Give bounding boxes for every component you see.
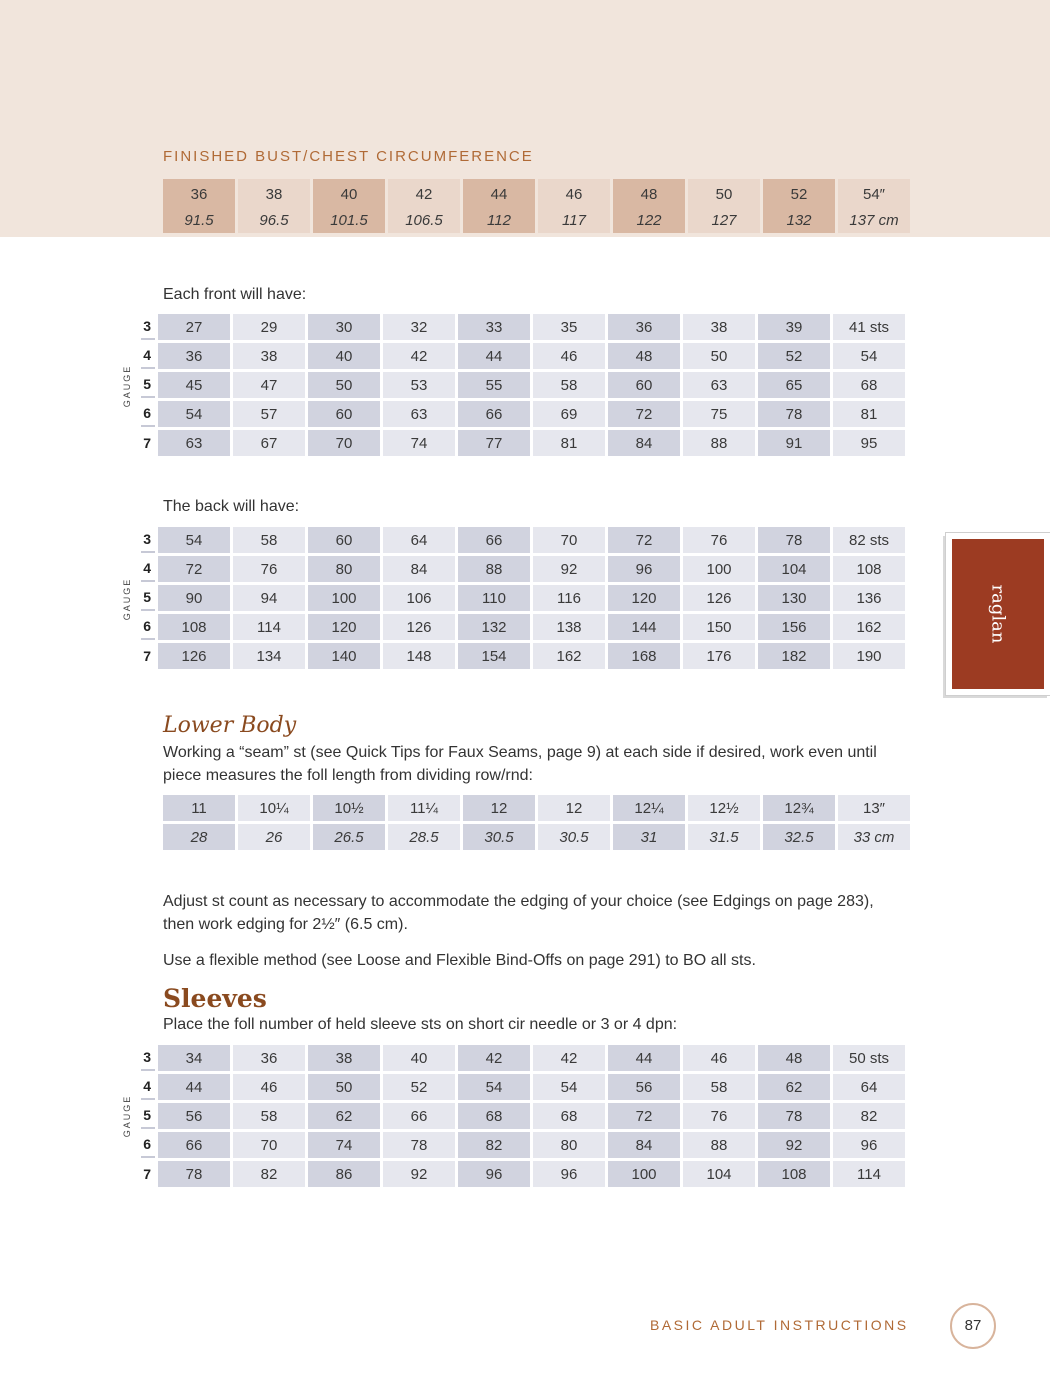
stitch-count-cell: 90 <box>158 585 230 611</box>
stitch-count-cell: 44 <box>608 1045 680 1071</box>
stitch-count-cell: 42 <box>533 1045 605 1071</box>
length-inch-cell: 11¼ <box>388 795 460 821</box>
table-row <box>141 614 905 640</box>
stitch-count-cell: 66 <box>458 527 530 553</box>
stitch-count-cell: 80 <box>533 1132 605 1158</box>
bust-size-table <box>160 179 913 233</box>
bust-inch-cell: 42 <box>388 179 460 207</box>
bust-inches-row <box>163 179 910 207</box>
bust-cm-cell: 91.5 <box>163 207 235 233</box>
stitch-count-cell: 48 <box>608 343 680 369</box>
stitch-count-cell: 84 <box>608 430 680 456</box>
stitch-count-cell: 95 <box>833 430 905 456</box>
stitch-count-cell: 27 <box>158 314 230 340</box>
table-row <box>141 430 905 456</box>
length-cm-cell: 31.5 <box>688 824 760 850</box>
stitch-count-cell: 144 <box>608 614 680 640</box>
stitch-count-cell: 62 <box>308 1103 380 1129</box>
stitch-count-cell: 63 <box>683 372 755 398</box>
stitch-count-cell: 156 <box>758 614 830 640</box>
stitch-count-cell: 69 <box>533 401 605 427</box>
back-gauge-label: GAUGE <box>122 577 132 621</box>
stitch-count-cell: 114 <box>233 614 305 640</box>
length-cm-cell: 28.5 <box>388 824 460 850</box>
stitch-count-cell: 42 <box>458 1045 530 1071</box>
stitch-count-cell: 92 <box>533 556 605 582</box>
length-inch-cell: 12¼ <box>613 795 685 821</box>
gauge-row-label: 3 <box>141 314 155 340</box>
gauge-row-label: 6 <box>141 1132 155 1158</box>
bust-cm-row <box>163 207 910 233</box>
stitch-count-cell: 54 <box>458 1074 530 1100</box>
length-cm-cell: 30.5 <box>463 824 535 850</box>
gauge-row-label: 6 <box>141 614 155 640</box>
stitch-count-cell: 66 <box>158 1132 230 1158</box>
bust-inch-cell: 54″ <box>838 179 910 207</box>
table-row <box>141 643 905 669</box>
table-row <box>141 372 905 398</box>
length-inch-cell: 12¾ <box>763 795 835 821</box>
stitch-count-cell: 108 <box>833 556 905 582</box>
stitch-count-cell: 68 <box>458 1103 530 1129</box>
section-title: FINISHED BUST/CHEST CIRCUMFERENCE <box>163 148 534 165</box>
length-cm-cell: 32.5 <box>763 824 835 850</box>
gauge-row-label: 3 <box>141 1045 155 1071</box>
length-cm-cell: 31 <box>613 824 685 850</box>
stitch-count-cell: 176 <box>683 643 755 669</box>
stitch-count-cell: 63 <box>158 430 230 456</box>
stitch-count-cell: 50 sts <box>833 1045 905 1071</box>
gauge-row-label: 6 <box>141 401 155 427</box>
stitch-count-cell: 140 <box>308 643 380 669</box>
stitch-count-cell: 56 <box>158 1103 230 1129</box>
stitch-count-cell: 100 <box>608 1161 680 1187</box>
stitch-count-cell: 134 <box>233 643 305 669</box>
length-cm-cell: 26 <box>238 824 310 850</box>
length-inch-cell: 12 <box>463 795 535 821</box>
stitch-count-cell: 36 <box>158 343 230 369</box>
stitch-count-cell: 38 <box>233 343 305 369</box>
stitch-count-cell: 78 <box>158 1161 230 1187</box>
stitch-count-cell: 34 <box>158 1045 230 1071</box>
length-inch-cell: 10¼ <box>238 795 310 821</box>
stitch-count-cell: 82 <box>458 1132 530 1158</box>
stitch-count-cell: 150 <box>683 614 755 640</box>
bindoff-text: Use a flexible method (see Loose and Flexible Bind-Offs on page 291) to BO all sts. <box>163 952 756 969</box>
stitch-count-cell: 76 <box>683 527 755 553</box>
stitch-count-cell: 46 <box>233 1074 305 1100</box>
stitch-count-cell: 76 <box>233 556 305 582</box>
stitch-count-cell: 52 <box>383 1074 455 1100</box>
stitch-count-cell: 62 <box>758 1074 830 1100</box>
stitch-count-cell: 77 <box>458 430 530 456</box>
stitch-count-cell: 33 <box>458 314 530 340</box>
stitch-count-cell: 58 <box>233 527 305 553</box>
bust-cm-cell: 101.5 <box>313 207 385 233</box>
bust-cm-cell: 96.5 <box>238 207 310 233</box>
stitch-count-cell: 78 <box>758 1103 830 1129</box>
bust-cm-cell: 112 <box>463 207 535 233</box>
lower-body-length-table <box>160 792 913 853</box>
stitch-count-cell: 44 <box>158 1074 230 1100</box>
bust-inch-cell: 36 <box>163 179 235 207</box>
stitch-count-cell: 48 <box>758 1045 830 1071</box>
stitch-count-cell: 110 <box>458 585 530 611</box>
stitch-count-cell: 126 <box>158 643 230 669</box>
table-row <box>141 401 905 427</box>
stitch-count-cell: 60 <box>308 401 380 427</box>
stitch-count-cell: 40 <box>308 343 380 369</box>
stitch-count-cell: 130 <box>758 585 830 611</box>
stitch-count-cell: 74 <box>308 1132 380 1158</box>
stitch-count-cell: 138 <box>533 614 605 640</box>
table-row <box>141 1103 905 1129</box>
stitch-count-cell: 42 <box>383 343 455 369</box>
stitch-count-cell: 36 <box>233 1045 305 1071</box>
stitch-count-cell: 96 <box>458 1161 530 1187</box>
stitch-count-cell: 78 <box>383 1132 455 1158</box>
stitch-count-cell: 96 <box>608 556 680 582</box>
stitch-count-cell: 91 <box>758 430 830 456</box>
stitch-count-cell: 40 <box>383 1045 455 1071</box>
stitch-count-cell: 58 <box>233 1103 305 1129</box>
sleeves-intro: Place the foll number of held sleeve sts on short cir needle or 3 or 4 dpn: <box>163 1016 678 1033</box>
stitch-count-cell: 136 <box>833 585 905 611</box>
stitch-count-cell: 66 <box>458 401 530 427</box>
stitch-count-cell: 88 <box>683 1132 755 1158</box>
length-cm-cell: 30.5 <box>538 824 610 850</box>
bust-cm-cell: 127 <box>688 207 760 233</box>
length-inch-cell: 12½ <box>688 795 760 821</box>
stitch-count-cell: 72 <box>608 1103 680 1129</box>
stitch-count-cell: 54 <box>158 527 230 553</box>
stitch-count-cell: 68 <box>533 1103 605 1129</box>
stitch-count-cell: 154 <box>458 643 530 669</box>
stitch-count-cell: 52 <box>758 343 830 369</box>
table-row <box>141 1045 905 1071</box>
bust-cm-cell: 137 cm <box>838 207 910 233</box>
stitch-count-cell: 74 <box>383 430 455 456</box>
front-stitch-table <box>138 311 908 459</box>
stitch-count-cell: 50 <box>308 1074 380 1100</box>
stitch-count-cell: 46 <box>533 343 605 369</box>
stitch-count-cell: 54 <box>833 343 905 369</box>
sleeves-stitch-table <box>138 1042 908 1190</box>
bust-inch-cell: 38 <box>238 179 310 207</box>
stitch-count-cell: 108 <box>758 1161 830 1187</box>
stitch-count-cell: 75 <box>683 401 755 427</box>
stitch-count-cell: 78 <box>758 527 830 553</box>
stitch-count-cell: 45 <box>158 372 230 398</box>
page-number: 87 <box>950 1303 996 1349</box>
bust-cm-cell: 132 <box>763 207 835 233</box>
stitch-count-cell: 53 <box>383 372 455 398</box>
stitch-count-cell: 108 <box>158 614 230 640</box>
back-intro: The back will have: <box>163 498 300 515</box>
stitch-count-cell: 39 <box>758 314 830 340</box>
bust-cm-cell: 122 <box>613 207 685 233</box>
stitch-count-cell: 162 <box>833 614 905 640</box>
stitch-count-cell: 67 <box>233 430 305 456</box>
gauge-row-label: 4 <box>141 556 155 582</box>
length-cm-cell: 28 <box>163 824 235 850</box>
lower-body-text: Working a “seam” st (see Quick Tips for Faux Seams, page 9) at each side if desired, work even until piece measures the foll length from dividing row/rnd: <box>163 744 877 784</box>
stitch-count-cell: 54 <box>158 401 230 427</box>
gauge-row-label: 3 <box>141 527 155 553</box>
stitch-count-cell: 96 <box>833 1132 905 1158</box>
stitch-count-cell: 44 <box>458 343 530 369</box>
stitch-count-cell: 32 <box>383 314 455 340</box>
stitch-count-cell: 54 <box>533 1074 605 1100</box>
stitch-count-cell: 82 <box>833 1103 905 1129</box>
stitch-count-cell: 162 <box>533 643 605 669</box>
length-cm-cell: 26.5 <box>313 824 385 850</box>
stitch-count-cell: 38 <box>308 1045 380 1071</box>
stitch-count-cell: 60 <box>608 372 680 398</box>
stitch-count-cell: 65 <box>758 372 830 398</box>
back-stitch-table <box>138 524 908 672</box>
table-row <box>141 1132 905 1158</box>
stitch-count-cell: 82 sts <box>833 527 905 553</box>
bust-inch-cell: 40 <box>313 179 385 207</box>
stitch-count-cell: 82 <box>233 1161 305 1187</box>
stitch-count-cell: 76 <box>683 1103 755 1129</box>
bust-inch-cell: 44 <box>463 179 535 207</box>
stitch-count-cell: 81 <box>833 401 905 427</box>
bust-inch-cell: 46 <box>538 179 610 207</box>
stitch-count-cell: 50 <box>683 343 755 369</box>
gauge-row-label: 7 <box>143 648 151 664</box>
front-gauge-label: GAUGE <box>122 364 132 408</box>
stitch-count-cell: 72 <box>608 527 680 553</box>
stitch-count-cell: 132 <box>458 614 530 640</box>
table-row <box>141 1074 905 1100</box>
stitch-count-cell: 72 <box>158 556 230 582</box>
sleeves-title: Sleeves <box>163 984 267 1013</box>
stitch-count-cell: 88 <box>683 430 755 456</box>
stitch-count-cell: 148 <box>383 643 455 669</box>
stitch-count-cell: 70 <box>233 1132 305 1158</box>
stitch-count-cell: 46 <box>683 1045 755 1071</box>
stitch-count-cell: 100 <box>308 585 380 611</box>
footer-running-title: BASIC ADULT INSTRUCTIONS <box>650 1317 909 1333</box>
length-cm-cell: 33 cm <box>838 824 910 850</box>
stitch-count-cell: 190 <box>833 643 905 669</box>
stitch-count-cell: 70 <box>308 430 380 456</box>
lower-body-title: Lower Body <box>163 713 297 738</box>
chapter-tab <box>946 533 1050 695</box>
stitch-count-cell: 96 <box>533 1161 605 1187</box>
bust-inch-cell: 48 <box>613 179 685 207</box>
gauge-row-label: 4 <box>141 1074 155 1100</box>
chapter-tab-label: raglan <box>987 584 1009 644</box>
stitch-count-cell: 63 <box>383 401 455 427</box>
gauge-row-label: 7 <box>143 435 151 451</box>
length-inch-cell: 12 <box>538 795 610 821</box>
table-row <box>141 343 905 369</box>
gauge-row-label: 5 <box>141 585 155 611</box>
front-intro: Each front will have: <box>163 286 307 303</box>
table-row <box>141 527 905 553</box>
stitch-count-cell: 64 <box>383 527 455 553</box>
stitch-count-cell: 88 <box>458 556 530 582</box>
stitch-count-cell: 47 <box>233 372 305 398</box>
length-inch-cell: 11 <box>163 795 235 821</box>
length-inch-cell: 13″ <box>838 795 910 821</box>
stitch-count-cell: 78 <box>758 401 830 427</box>
length-inches-row <box>163 795 910 821</box>
stitch-count-cell: 84 <box>383 556 455 582</box>
stitch-count-cell: 41 sts <box>833 314 905 340</box>
stitch-count-cell: 100 <box>683 556 755 582</box>
stitch-count-cell: 126 <box>683 585 755 611</box>
edging-text: Adjust st count as necessary to accommodate the edging of your choice (see Edgings on page 283), then work edging for 2½″ (6.5 cm). <box>163 893 874 933</box>
stitch-count-cell: 57 <box>233 401 305 427</box>
stitch-count-cell: 81 <box>533 430 605 456</box>
gauge-row-label: 4 <box>141 343 155 369</box>
stitch-count-cell: 58 <box>533 372 605 398</box>
table-row <box>141 585 905 611</box>
stitch-count-cell: 168 <box>608 643 680 669</box>
stitch-count-cell: 70 <box>533 527 605 553</box>
gauge-row-label: 7 <box>143 1166 151 1182</box>
stitch-count-cell: 104 <box>758 556 830 582</box>
stitch-count-cell: 38 <box>683 314 755 340</box>
stitch-count-cell: 92 <box>758 1132 830 1158</box>
stitch-count-cell: 182 <box>758 643 830 669</box>
stitch-count-cell: 36 <box>608 314 680 340</box>
stitch-count-cell: 106 <box>383 585 455 611</box>
stitch-count-cell: 120 <box>308 614 380 640</box>
stitch-count-cell: 60 <box>308 527 380 553</box>
stitch-count-cell: 64 <box>833 1074 905 1100</box>
stitch-count-cell: 104 <box>683 1161 755 1187</box>
stitch-count-cell: 55 <box>458 372 530 398</box>
stitch-count-cell: 92 <box>383 1161 455 1187</box>
table-row <box>141 556 905 582</box>
bust-cm-cell: 117 <box>538 207 610 233</box>
bust-inch-cell: 52 <box>763 179 835 207</box>
stitch-count-cell: 86 <box>308 1161 380 1187</box>
gauge-row-label: 5 <box>141 372 155 398</box>
stitch-count-cell: 126 <box>383 614 455 640</box>
bust-inch-cell: 50 <box>688 179 760 207</box>
table-row <box>141 314 905 340</box>
stitch-count-cell: 84 <box>608 1132 680 1158</box>
stitch-count-cell: 116 <box>533 585 605 611</box>
stitch-count-cell: 94 <box>233 585 305 611</box>
stitch-count-cell: 72 <box>608 401 680 427</box>
stitch-count-cell: 50 <box>308 372 380 398</box>
stitch-count-cell: 120 <box>608 585 680 611</box>
sleeves-gauge-label: GAUGE <box>122 1094 132 1138</box>
length-cm-row <box>163 824 910 850</box>
stitch-count-cell: 114 <box>833 1161 905 1187</box>
stitch-count-cell: 35 <box>533 314 605 340</box>
length-inch-cell: 10½ <box>313 795 385 821</box>
stitch-count-cell: 68 <box>833 372 905 398</box>
stitch-count-cell: 66 <box>383 1103 455 1129</box>
stitch-count-cell: 56 <box>608 1074 680 1100</box>
stitch-count-cell: 58 <box>683 1074 755 1100</box>
table-row <box>141 1161 905 1187</box>
gauge-row-label: 5 <box>141 1103 155 1129</box>
stitch-count-cell: 30 <box>308 314 380 340</box>
stitch-count-cell: 80 <box>308 556 380 582</box>
stitch-count-cell: 29 <box>233 314 305 340</box>
bust-cm-cell: 106.5 <box>388 207 460 233</box>
